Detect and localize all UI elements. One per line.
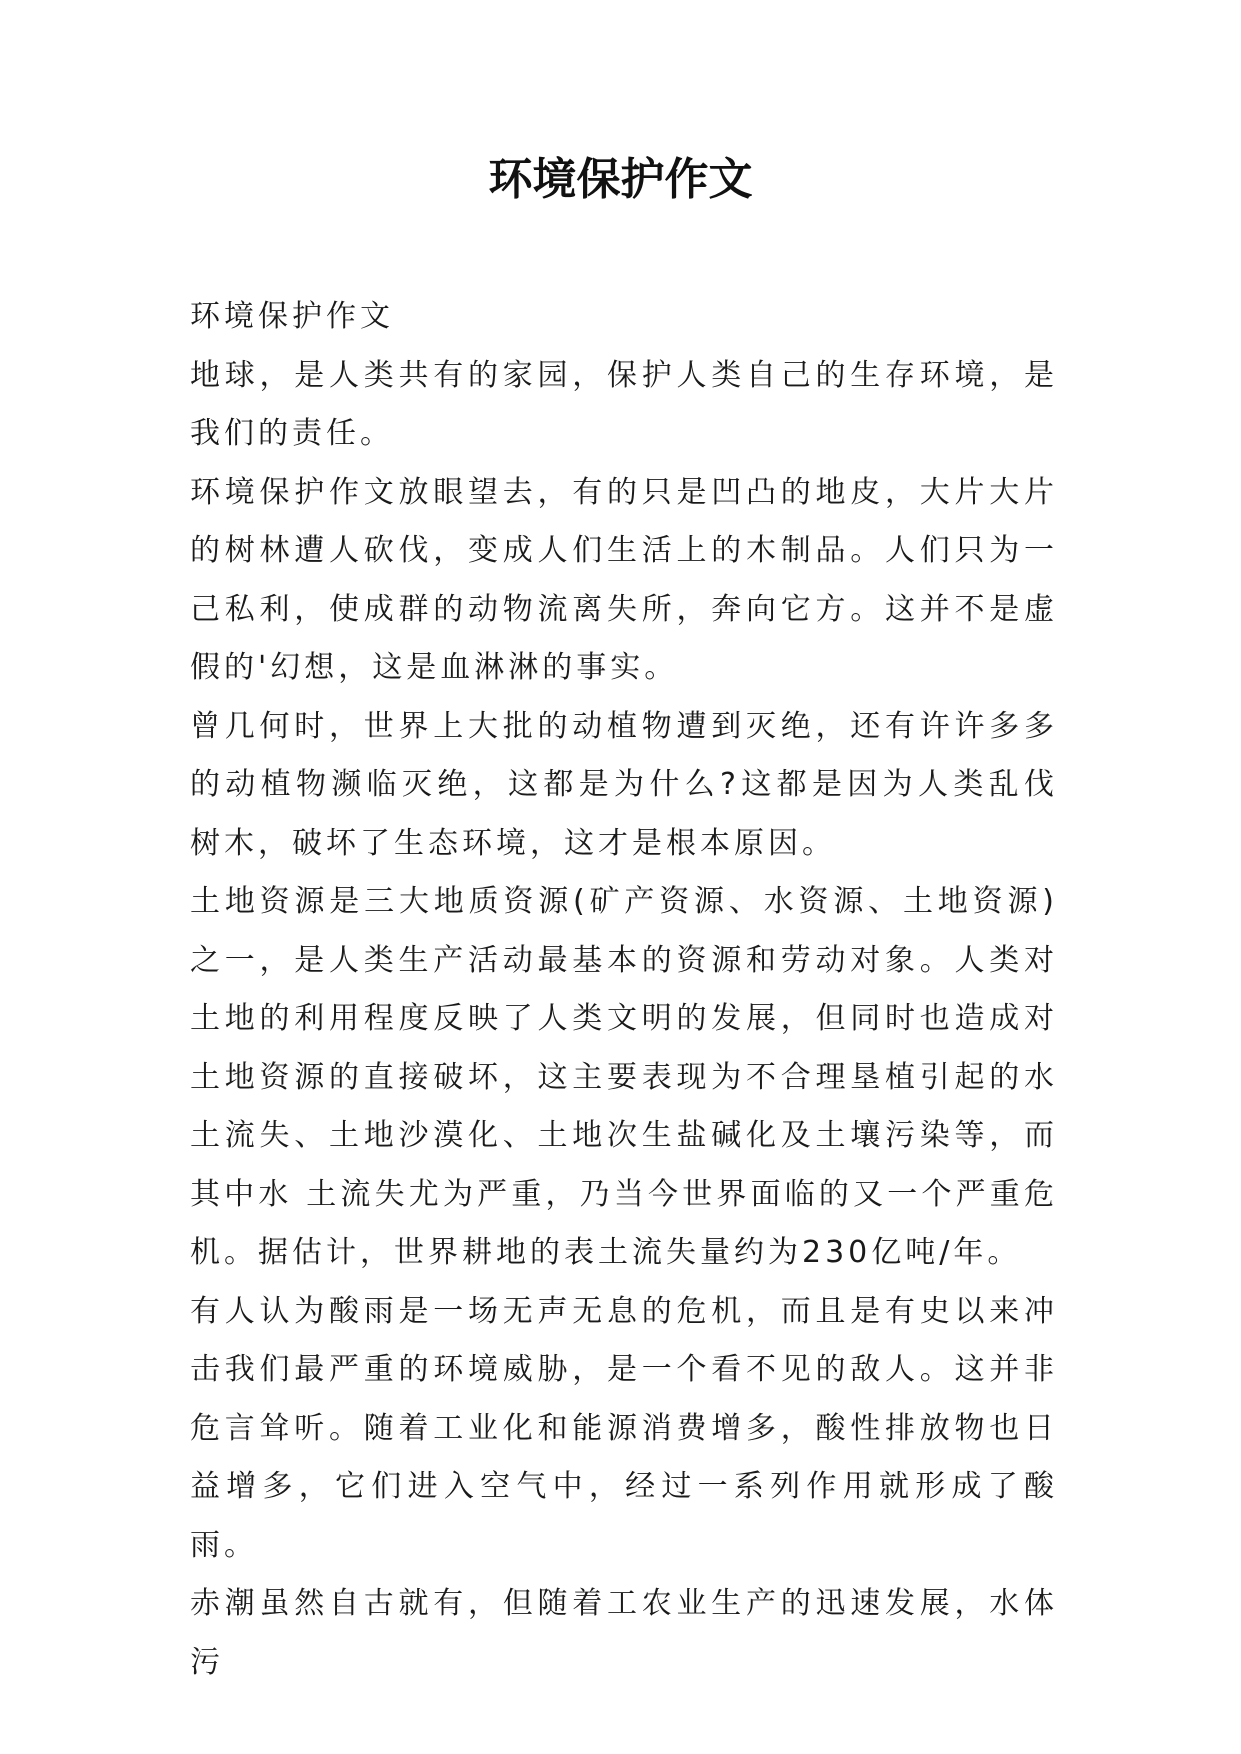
paragraph-land-resources: 土地资源是三大地质资源(矿产资源、水资源、土地资源)之一，是人类生产活动最基本的资源和劳动对象。人类对土地的利用程度反映了人类文明的发展，但同时也造成对土地资源的直接破坏，这主要表现为不合理垦植引起的水土流失、土地沙漠化、土地次生盐碱化及土壤污染等，而其中水 土流失尤为严重，乃当今世界面临的又一个严重危机。据估计，世界耕地的表土流失量约为230亿吨/年。 (190, 884, 1058, 1270)
paragraph-forest: 环境保护作文放眼望去，有的只是凹凸的地皮，大片大片的树林遭人砍伐，变成人们生活上的木制品。人们只为一己私利，使成群的动物流离失所，奔向它方。这并不是虚假的'幻想，这是血淋淋的事实。 (190, 474, 1058, 685)
paragraph-acid-rain: 有人认为酸雨是一场无声无息的危机，而且是有史以来冲击我们最严重的环境威胁，是一个看不见的敌人。这并非危言耸听。随着工业化和能源消费增多，酸性排放物也日益增多，它们进入空气中，经过一系列作用就形成了酸雨。 (190, 1293, 1058, 1563)
paragraph-heading: 环境保护作文 (190, 299, 394, 334)
paragraph-earth: 地球，是人类共有的家园，保护人类自己的生存环境，是我们的责任。 (190, 357, 1058, 451)
paragraph-red-tide: 赤潮虽然自古就有，但随着工农业生产的迅速发展，水体污 (190, 1586, 1058, 1680)
paragraph-extinction: 曾几何时，世界上大批的动植物遭到灭绝，还有许许多多的动植物濒临灭绝，这都是为什么?这都是因为人类乱伐树木，破坏了生态环境，这才是根本原因。 (190, 708, 1058, 861)
document-title: 环境保护作文 (488, 154, 753, 205)
document-body (190, 288, 1058, 1692)
